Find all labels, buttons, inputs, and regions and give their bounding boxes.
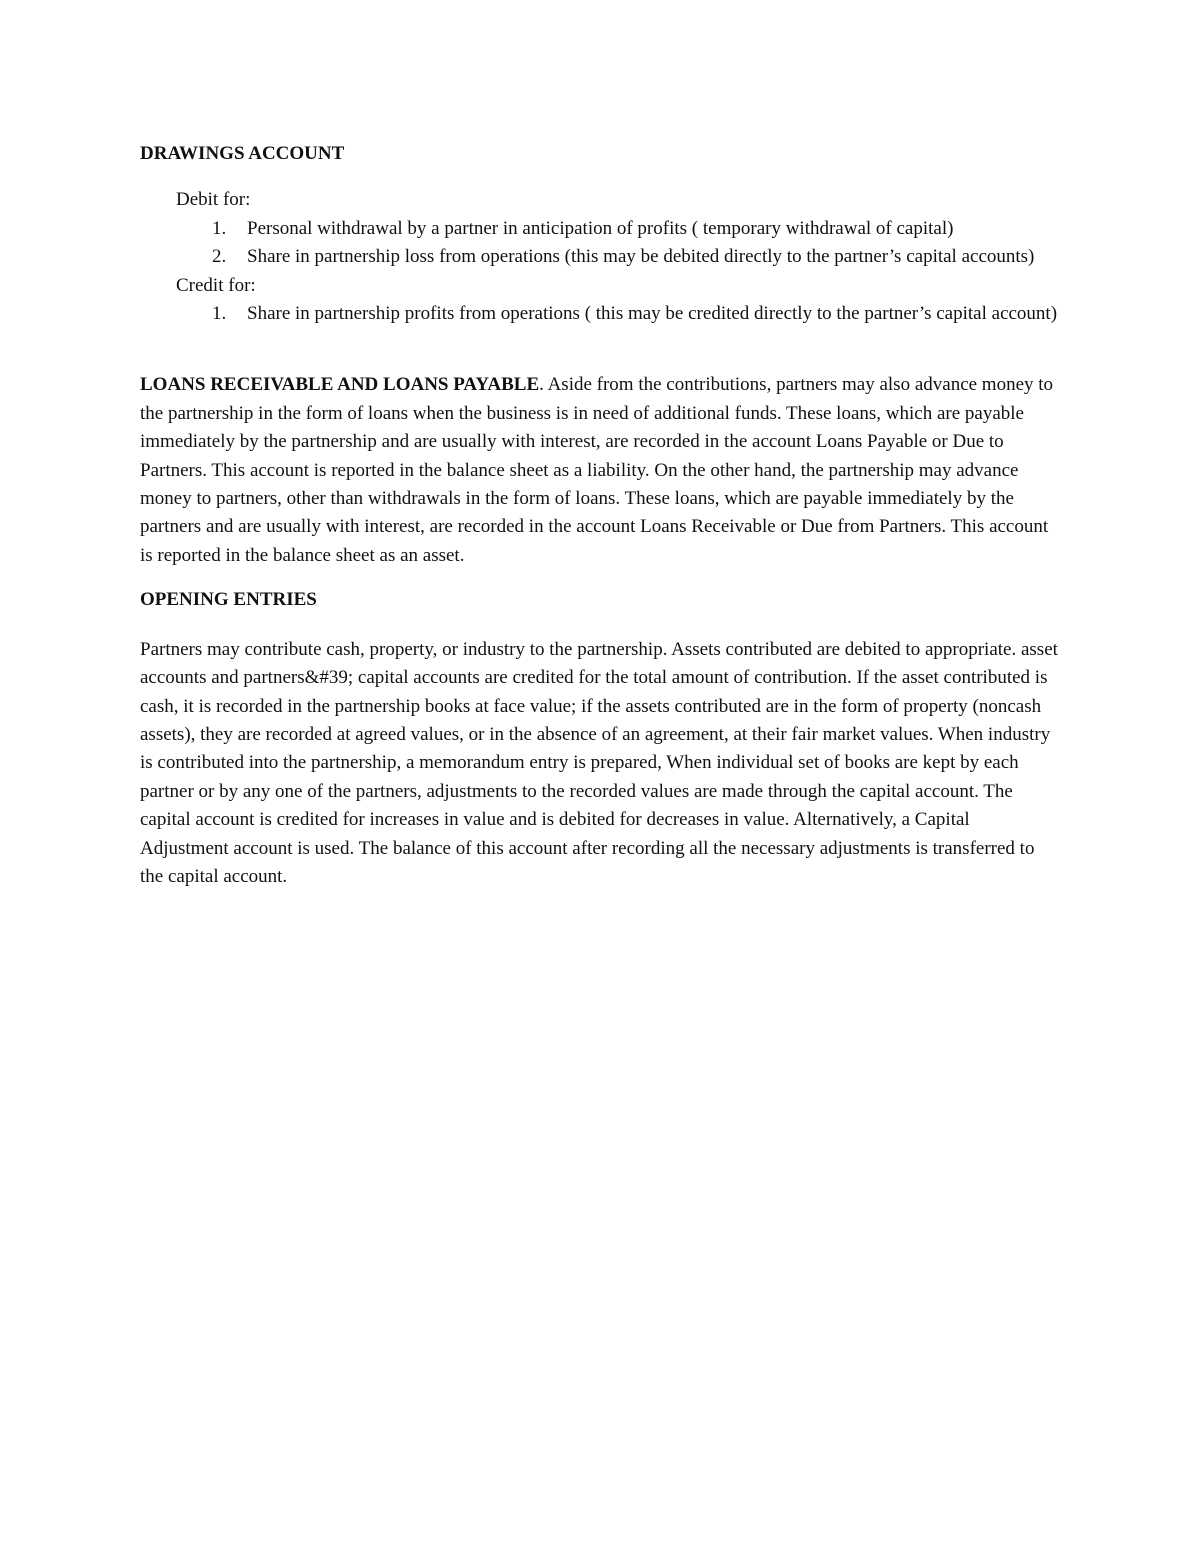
debit-label: Debit for: <box>176 189 251 211</box>
list-item-text: Personal withdrawal by a partner in anticipation of profits ( temporary withdrawal of capital) <box>247 217 954 239</box>
loans-paragraph <box>140 371 1060 570</box>
loans-heading: LOANS RECEIVABLE AND LOANS PAYABLE <box>140 374 540 396</box>
list-item-number: 1. <box>212 303 227 325</box>
debit-list <box>140 215 1060 272</box>
list-item <box>140 215 1060 243</box>
credit-list <box>140 300 1060 328</box>
document-content <box>140 140 1060 891</box>
list-item-text: Share in partnership loss from operations (this may be debited directly to the partner’s capital accounts) <box>247 246 1035 268</box>
list-item <box>140 300 1060 328</box>
opening-entries-body: Partners may contribute cash, property, or industry to the partnership. Assets contributed are debited to appropriate. asset accounts and partners&#39; capital accounts are credited for the total amount of contribution. If the asset contributed is cash, it is recorded in the partnership books at face value; if the assets contributed are in the form of property (noncash assets), they are recorded at agreed values, or in the absence of an agreement, at their fair market values. When industry is contributed into the partnership, a memorandum entry is prepared, When individual set of books are kept by each partner or by any one of the partners, adjustments to the recorded values are made through the capital account. The capital account is credited for increases in value and is debited for decreases in value. Alternatively, a Capital Adjustment account is used. The balance of this account after recording all the necessary adjustments is transferred to the capital account. <box>140 638 1058 887</box>
list-item-text: Share in partnership profits from operations ( this may be credited directly to the partner’s capital account) <box>247 303 1058 325</box>
credit-label: Credit for: <box>176 274 256 296</box>
opening-entries-heading: OPENING ENTRIES <box>140 589 317 611</box>
list-item <box>140 243 1060 271</box>
list-item-number: 1. <box>212 217 227 239</box>
list-item-number: 2. <box>212 246 227 268</box>
loans-body: . Aside from the contributions, partners may also advance money to the partnership in the form of loans when the business is in need of additional funds. These loans, which are payable immediately by the partnership and are usually with interest, are recorded in the account Loans Payable or Due to Partners. This account is reported in the balance sheet as a liability. On the other hand, the partnership may advance money to partners, other than withdrawals in the form of loans. These loans, which are payable immediately by the partners and are usually with interest, are recorded in the account Loans Receivable or Due from Partners. This account is reported in the balance sheet as an asset. <box>140 374 1054 566</box>
drawings-account-heading: DRAWINGS ACCOUNT <box>140 143 345 164</box>
